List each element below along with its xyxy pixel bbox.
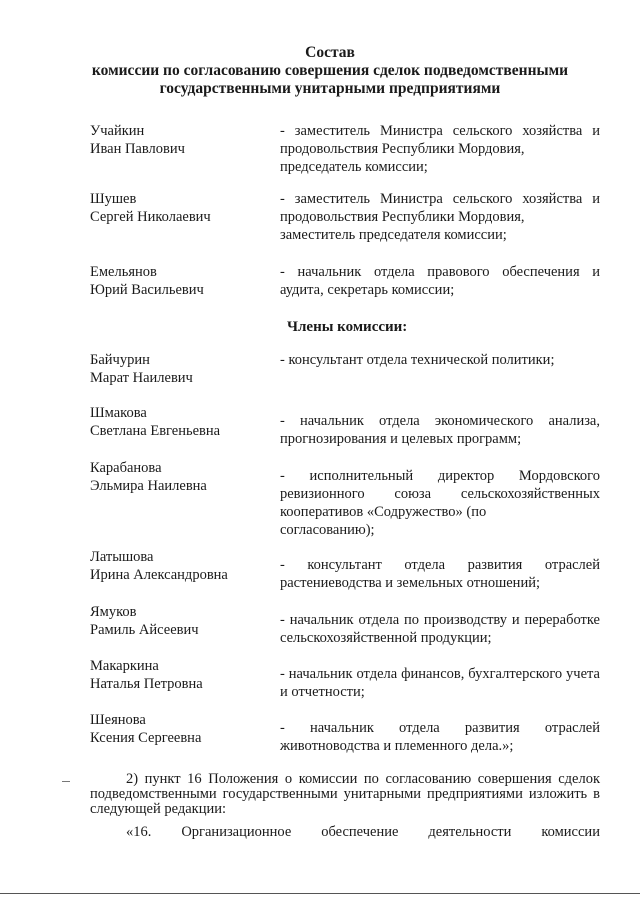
member-surname: Шушев [90,191,137,207]
clause-word: обеспечение [321,824,399,840]
member-role [280,412,600,448]
title-line-1: Состав [305,44,355,61]
clause-word: деятельности [428,824,512,840]
margin-mark [62,781,70,782]
member-role [280,556,600,592]
member-role [280,263,600,299]
member-surname: Макаркина [90,658,159,674]
title-line-2: комиссии по согласованию совершения сделок подведомственными [91,62,569,79]
member-surname: Байчурин [90,352,150,368]
member-surname: Шмакова [90,405,147,421]
member-name [90,548,275,584]
member-given-name: Светлана Евгеньевна [90,423,221,439]
member-given-name: Ксения Сергеевна [90,730,202,746]
member-given-name: Иван Павлович [90,141,185,157]
member-given-name: Марат Наилевич [90,370,193,386]
member-name [90,459,275,495]
role-line: заместитель председателя комиссии; [280,227,507,243]
role-line: - исполнительный директор Мордовского ревизионного союза сельскохозяйственных кооперативов «Содружество» (по [280,468,600,520]
member-surname: Ямуков [90,604,137,620]
member-surname: Латышова [90,549,154,565]
member-name [90,657,275,693]
page-bottom-rule [0,893,640,894]
role-line: - начальник отдела экономического анализа, прогнозирования и целевых программ; [280,413,600,447]
member-name [90,122,275,158]
member-surname: Шеянова [90,712,146,728]
member-surname: Емельянов [90,264,157,280]
role-line: - начальник отдела финансов, бухгалтерского учета и отчетности; [280,666,600,700]
role-line: председатель комиссии; [280,159,428,175]
role-line: - начальник отдела правового обеспечения и аудита, секретарь комиссии; [280,264,600,298]
member-name [90,263,275,299]
member-name [90,190,275,226]
role-line: - заместитель Министра сельского хозяйства и продовольствия Республики Мордовия, [280,123,600,157]
member-role [280,467,600,539]
member-role [280,611,600,647]
member-role [280,190,600,244]
role-line: - начальник отдела по производству и переработке сельскохозяйственной продукции; [280,612,600,646]
title-line-3: государственными унитарными предприятиями [159,80,501,97]
member-surname: Карабанова [90,460,162,476]
members-heading: Члены комиссии: [287,319,408,335]
member-name [90,404,275,440]
member-given-name: Сергей Николаевич [90,209,211,225]
amendment-paragraph: 2) пункт 16 Положения о комиссии по согласованию совершения сделок подведомственными государственными унитарными предприятиями изложить в следующей редакции: [90,771,600,817]
member-surname: Учайкин [90,123,145,139]
member-given-name: Юрий Васильевич [90,282,204,298]
member-role [280,122,600,176]
member-role [280,665,600,701]
clause-word: Организационное [181,824,292,840]
clause-word: комиссии [541,824,600,840]
member-given-name: Наталья Петровна [90,676,203,692]
member-name [90,351,275,387]
member-given-name: Рамиль Айсеевич [90,622,199,638]
clause-16-start [126,823,600,841]
role-line: - консультант отдела развития отраслей растениеводства и земельных отношений; [280,557,600,591]
clause-word: «16. [126,824,152,840]
role-line: согласованию); [280,522,375,538]
member-role [280,351,600,369]
member-given-name: Эльмира Наилевна [90,478,207,494]
member-name [90,603,275,639]
member-name [90,711,275,747]
member-role [280,719,600,755]
role-line: - заместитель Министра сельского хозяйства и продовольствия Республики Мордовия, [280,191,600,225]
document-title [60,44,600,98]
role-line: - консультант отдела технической политики; [280,352,555,368]
member-given-name: Ирина Александровна [90,567,228,583]
role-line: - начальник отдела развития отраслей животноводства и племенного дела.»; [280,720,600,754]
